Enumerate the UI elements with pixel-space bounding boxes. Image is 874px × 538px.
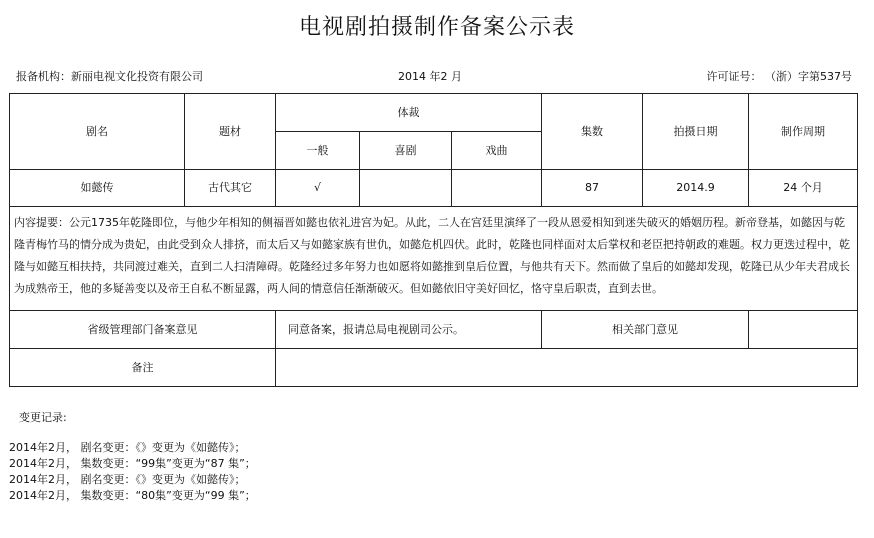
cell-shoot-date: 2014.9 bbox=[643, 170, 749, 207]
header-shoot-date: 拍摄日期 bbox=[643, 94, 749, 170]
header-theme: 题材 bbox=[185, 94, 276, 170]
page-title: 电视剧拍摄制作备案公示表 bbox=[298, 15, 575, 40]
cell-genre-comedy bbox=[360, 170, 452, 207]
cell-genre-general: √ bbox=[276, 170, 360, 207]
cell-production-period: 24 个月 bbox=[749, 170, 858, 207]
filing-date: 2014 年2 月 bbox=[398, 70, 462, 83]
cell-episodes: 87 bbox=[542, 170, 643, 207]
cell-genre-opera bbox=[452, 170, 542, 207]
license-number: 许可证号： （浙）字第537号 bbox=[706, 70, 852, 83]
cell-theme: 古代其它 bbox=[185, 170, 276, 207]
change-log-heading: 变更记录: bbox=[19, 411, 67, 424]
provincial-opinion-label: 省级管理部门备案意见 bbox=[10, 311, 276, 349]
related-opinion-label: 相关部门意见 bbox=[542, 311, 749, 349]
change-log-item: 2014年2月， 剧名变更：《》变更为《如懿传》； bbox=[9, 441, 246, 454]
related-opinion-value bbox=[749, 311, 858, 349]
header-genre-comedy: 喜剧 bbox=[360, 132, 452, 170]
header-genre-opera: 戏曲 bbox=[452, 132, 542, 170]
header-production-period: 制作周期 bbox=[749, 94, 858, 170]
header-drama-name: 剧名 bbox=[10, 94, 185, 170]
change-log bbox=[9, 410, 256, 504]
synopsis-text: 内容提要：公元1735年乾隆即位，与他少年相知的侧福晋如懿也依礼进宫为妃。从此，二人在宫廷里演绎了一段从恩爱相知到迷失破灭的婚姻历程。新帝登基，如懿因与乾隆青梅竹马的情分成为贵妃，由此受到众人排挤，而太后又与如懿家族有世仇，如懿危机四伏。此时，乾隆也同样面对太后掌权和老臣把持朝政的难题。权力更迭过程中，乾隆与如懿互相扶持，共同渡过难关，直到二人扫清障碍。乾隆经过多年努力也如愿将如懿推到皇后位置，与他共有天下。然而做了皇后的如懿却发现，乾隆已从少年夫君成长为成熟帝王，他的多疑善变以及帝王自私不断显露，两人间的情意信任渐渐破灭。但如懿依旧守美好回忆，恪守皇后职责，直到去世。 bbox=[14, 216, 850, 295]
header-genre-general: 一般 bbox=[276, 132, 360, 170]
change-log-item: 2014年2月， 集数变更：“99集”变更为“87 集”； bbox=[9, 457, 256, 470]
remarks-value bbox=[276, 349, 858, 387]
filing-organization: 报备机构：新丽电视文化投资有限公司 bbox=[16, 70, 203, 83]
change-log-item: 2014年2月， 剧名变更：《》变更为《如懿传》； bbox=[9, 473, 246, 486]
filing-table bbox=[9, 93, 858, 387]
remarks-label: 备注 bbox=[10, 349, 276, 387]
provincial-opinion-value: 同意备案，报请总局电视剧司公示。 bbox=[276, 311, 542, 349]
header-genre: 体裁 bbox=[276, 94, 542, 132]
table-row bbox=[10, 170, 858, 207]
cell-drama-name: 如懿传 bbox=[10, 170, 185, 207]
synopsis-cell bbox=[10, 207, 858, 311]
change-log-item: 2014年2月， 集数变更：“80集”变更为“99 集”； bbox=[9, 489, 256, 502]
header-episodes: 集数 bbox=[542, 94, 643, 170]
